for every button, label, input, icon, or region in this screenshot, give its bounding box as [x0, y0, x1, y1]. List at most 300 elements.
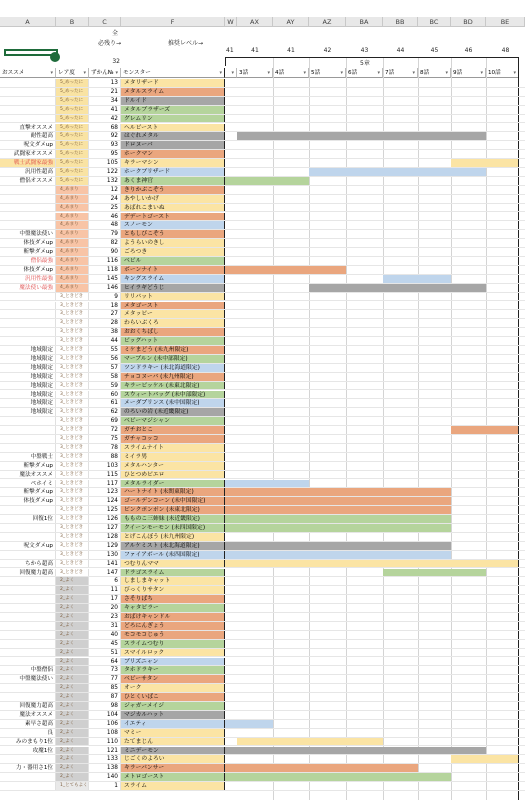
dex-number-cell[interactable]: 147: [89, 569, 121, 577]
filter-dropdown-icon[interactable]: ▾: [83, 70, 86, 76]
rarity-cell[interactable]: 5_めったに: [56, 115, 89, 123]
rarity-cell[interactable]: 4_あまり: [56, 284, 89, 292]
recommend-cell[interactable]: 斬撃ダメup: [0, 488, 56, 496]
dex-number-cell[interactable]: 68: [89, 124, 121, 132]
recommend-cell[interactable]: 魔法オススメ: [0, 711, 56, 719]
recommend-cell[interactable]: [0, 640, 56, 648]
recommend-cell[interactable]: [0, 649, 56, 657]
dex-number-cell[interactable]: 79: [89, 230, 121, 238]
recommend-cell[interactable]: [0, 533, 56, 541]
rarity-cell[interactable]: 3_ときどき: [56, 560, 89, 568]
dex-number-cell[interactable]: 141: [89, 560, 121, 568]
dex-number-cell[interactable]: 123: [89, 488, 121, 496]
monster-name-cell[interactable]: びっくりサタン: [121, 586, 225, 594]
table-row[interactable]: [0, 666, 525, 675]
rarity-cell[interactable]: 5_めったに: [56, 168, 89, 176]
column-header-B[interactable]: B: [56, 17, 89, 27]
monster-name-cell[interactable]: クイーンモーモン (未四国限定): [121, 524, 225, 532]
monster-name-cell[interactable]: メタルスライム: [121, 88, 225, 96]
rarity-cell[interactable]: 4_あまり: [56, 213, 89, 221]
filter-dropdown-icon[interactable]: ▾: [267, 70, 270, 76]
monster-name-cell[interactable]: じごくのよろい: [121, 755, 225, 763]
monster-name-cell[interactable]: スウィートバッグ (未中部限定): [121, 391, 225, 399]
table-row[interactable]: [0, 444, 525, 453]
rarity-cell[interactable]: 3_ときどき: [56, 355, 89, 363]
recommend-cell[interactable]: ちから超高: [0, 560, 56, 568]
appearance-bar[interactable]: [451, 755, 518, 763]
table-row[interactable]: [0, 115, 525, 124]
monster-name-cell[interactable]: あばれこまいぬ: [121, 204, 225, 212]
monster-name-cell[interactable]: ガチャコッコ: [121, 435, 225, 443]
monster-name-cell[interactable]: メトロゴースト: [121, 773, 225, 781]
recommend-cell[interactable]: [0, 658, 56, 666]
appearance-bar[interactable]: [451, 159, 518, 167]
appearance-bar[interactable]: [225, 773, 451, 781]
rarity-cell[interactable]: 2_よく: [56, 586, 89, 594]
recommend-cell[interactable]: ペホイミ: [0, 480, 56, 488]
dex-number-cell[interactable]: 145: [89, 275, 121, 283]
rarity-cell[interactable]: 2_よく: [56, 577, 89, 585]
table-row[interactable]: [0, 577, 525, 586]
monster-name-cell[interactable]: オーク: [121, 684, 225, 692]
monster-name-cell[interactable]: メタッピー: [121, 310, 225, 318]
monster-name-cell[interactable]: ハートナイト (未関東限定): [121, 488, 225, 496]
recommend-cell[interactable]: [0, 631, 56, 639]
filter-dropdown-icon[interactable]: ▾: [340, 70, 343, 76]
recommend-cell[interactable]: 耐性超高: [0, 132, 56, 140]
dex-number-cell[interactable]: 104: [89, 711, 121, 719]
dex-number-cell[interactable]: 127: [89, 524, 121, 532]
dex-number-cell[interactable]: 88: [89, 453, 121, 461]
dex-number-cell[interactable]: 17: [89, 595, 121, 603]
monster-name-cell[interactable]: メーダプリンス (未中国限定): [121, 399, 225, 407]
monster-name-cell[interactable]: メタリザード: [121, 79, 225, 87]
monster-name-cell[interactable]: つむりんママ: [121, 560, 225, 568]
rarity-cell[interactable]: 4_あまり: [56, 221, 89, 229]
rarity-cell[interactable]: 3_ときどき: [56, 497, 89, 505]
dex-number-cell[interactable]: 122: [89, 168, 121, 176]
recommend-cell[interactable]: 呪文ダメup: [0, 542, 56, 550]
recommend-cell[interactable]: [0, 115, 56, 123]
recommend-cell[interactable]: 地域限定: [0, 391, 56, 399]
rarity-cell[interactable]: 5_めったに: [56, 141, 89, 149]
table-row[interactable]: [0, 497, 525, 506]
rarity-cell[interactable]: 3_ときどき: [56, 480, 89, 488]
monster-name-cell[interactable]: ベビーマジシャン: [121, 417, 225, 425]
table-row[interactable]: [0, 560, 525, 569]
monster-name-cell[interactable]: ドルイド: [121, 97, 225, 105]
dex-number-cell[interactable]: 110: [89, 738, 121, 746]
appearance-bar[interactable]: [225, 560, 518, 568]
monster-name-cell[interactable]: キラービッケル (未東北限定): [121, 382, 225, 390]
recommend-cell[interactable]: 良: [0, 729, 56, 737]
table-row[interactable]: [0, 106, 525, 115]
rarity-cell[interactable]: 5_めったに: [56, 177, 89, 185]
appearance-bar[interactable]: [237, 132, 486, 140]
rarity-cell[interactable]: 4_あまり: [56, 195, 89, 203]
recommend-cell[interactable]: [0, 435, 56, 443]
dex-number-cell[interactable]: 45: [89, 640, 121, 648]
table-row[interactable]: [0, 97, 525, 106]
rarity-cell[interactable]: 2_よく: [56, 604, 89, 612]
recommend-cell[interactable]: [0, 613, 56, 621]
monster-name-cell[interactable]: メタルハンター: [121, 462, 225, 470]
rarity-cell[interactable]: 3_ときどき: [56, 337, 89, 345]
recommend-cell[interactable]: 中盤魔法使い: [0, 675, 56, 683]
monster-name-cell[interactable]: おばけキャンドル: [121, 613, 225, 621]
appearance-bar[interactable]: [225, 515, 451, 523]
appearance-bar[interactable]: [225, 551, 451, 559]
filter-dropdown-icon[interactable]: ▾: [115, 70, 118, 76]
recommend-cell[interactable]: [0, 773, 56, 781]
dex-number-cell[interactable]: 117: [89, 480, 121, 488]
rarity-cell[interactable]: 3_ときどき: [56, 302, 89, 310]
filter-dropdown-icon[interactable]: ▾: [445, 70, 448, 76]
column-header-AX[interactable]: AX: [237, 17, 273, 27]
rarity-cell[interactable]: 3_ときどき: [56, 328, 89, 336]
monster-name-cell[interactable]: スライムナイト: [121, 444, 225, 452]
dex-number-cell[interactable]: 129: [89, 542, 121, 550]
filter-stage-10[interactable]: 10話 ▾: [486, 68, 519, 78]
monster-name-cell[interactable]: もものこ三姉妹 (未近畿限定): [121, 515, 225, 523]
monster-name-cell[interactable]: のろいの岩 (未近畿限定): [121, 408, 225, 416]
column-header-BB[interactable]: BB: [383, 17, 418, 27]
table-row[interactable]: [0, 649, 525, 658]
rarity-cell[interactable]: 3_ときどき: [56, 364, 89, 372]
recommend-cell[interactable]: 地域限定: [0, 355, 56, 363]
dex-number-cell[interactable]: 78: [89, 444, 121, 452]
rarity-cell[interactable]: 3_ときどき: [56, 524, 89, 532]
appearance-bar[interactable]: [225, 764, 418, 772]
table-row[interactable]: [0, 88, 525, 97]
table-row[interactable]: [0, 328, 525, 337]
table-row[interactable]: [0, 195, 525, 204]
rarity-cell[interactable]: 5_めったに: [56, 79, 89, 87]
dex-number-cell[interactable]: 105: [89, 159, 121, 167]
dex-number-cell[interactable]: 126: [89, 515, 121, 523]
table-row[interactable]: [0, 524, 525, 533]
rarity-cell[interactable]: 5_めったに: [56, 97, 89, 105]
rarity-cell[interactable]: 5_めったに: [56, 124, 89, 132]
recommend-cell[interactable]: [0, 577, 56, 585]
recommend-cell[interactable]: 汎用性最強: [0, 275, 56, 283]
table-row[interactable]: [0, 675, 525, 684]
filter-dropdown-icon[interactable]: ▾: [50, 70, 53, 76]
recommend-cell[interactable]: 汎用性超高: [0, 168, 56, 176]
dex-number-cell[interactable]: 13: [89, 79, 121, 87]
filter-recommend[interactable]: おススメ ▾: [0, 68, 56, 78]
monster-name-cell[interactable]: マジカルハット: [121, 711, 225, 719]
dex-number-cell[interactable]: 106: [89, 720, 121, 728]
dex-number-cell[interactable]: 116: [89, 257, 121, 265]
rarity-cell[interactable]: 3_ときどき: [56, 462, 89, 470]
dex-number-cell[interactable]: 125: [89, 506, 121, 514]
dex-number-cell[interactable]: 12: [89, 186, 121, 194]
rarity-cell[interactable]: 2_よく: [56, 640, 89, 648]
appearance-bar[interactable]: [225, 747, 486, 755]
dex-number-cell[interactable]: 46: [89, 213, 121, 221]
recommend-cell[interactable]: 回復魔力超高: [0, 702, 56, 710]
dex-number-cell[interactable]: 90: [89, 248, 121, 256]
dex-number-cell[interactable]: 48: [89, 221, 121, 229]
table-row[interactable]: [0, 132, 525, 141]
recommend-cell[interactable]: [0, 328, 56, 336]
rarity-cell[interactable]: 3_ときどき: [56, 569, 89, 577]
recommend-cell[interactable]: 中盤戦士: [0, 453, 56, 461]
monster-name-cell[interactable]: ミケまどう (未九州限定): [121, 346, 225, 354]
monster-name-cell[interactable]: ともしびこぞう: [121, 230, 225, 238]
filter-dropdown-icon[interactable]: ▾: [219, 70, 222, 76]
dex-number-cell[interactable]: 18: [89, 302, 121, 310]
recommend-cell[interactable]: [0, 551, 56, 559]
table-row[interactable]: [0, 480, 525, 489]
dex-number-cell[interactable]: 85: [89, 684, 121, 692]
filter-rarity[interactable]: レア度 ▾: [56, 68, 89, 78]
rarity-cell[interactable]: 2_よく: [56, 631, 89, 639]
monster-name-cell[interactable]: ガチおとこ: [121, 426, 225, 434]
appearance-bar[interactable]: [237, 738, 383, 746]
table-row[interactable]: [0, 150, 525, 159]
dex-number-cell[interactable]: 103: [89, 462, 121, 470]
table-row[interactable]: [0, 346, 525, 355]
rarity-cell[interactable]: 4_あまり: [56, 275, 89, 283]
dex-number-cell[interactable]: 95: [89, 150, 121, 158]
table-row[interactable]: [0, 186, 525, 195]
appearance-bar[interactable]: [225, 497, 451, 505]
table-row[interactable]: [0, 747, 525, 756]
monster-name-cell[interactable]: あやしいかげ: [121, 195, 225, 203]
appearance-bar[interactable]: [225, 506, 451, 514]
table-row[interactable]: [0, 337, 525, 346]
table-row[interactable]: [0, 711, 525, 720]
table-row[interactable]: [0, 364, 525, 373]
column-header-F[interactable]: F: [121, 17, 225, 27]
monster-name-cell[interactable]: ジャガーメイジ: [121, 702, 225, 710]
dex-number-cell[interactable]: 77: [89, 675, 121, 683]
rarity-cell[interactable]: 4_あまり: [56, 266, 89, 274]
recommend-cell[interactable]: 回復1位: [0, 515, 56, 523]
table-row[interactable]: [0, 248, 525, 257]
table-row[interactable]: [0, 221, 525, 230]
dex-number-cell[interactable]: 87: [89, 693, 121, 701]
recommend-cell[interactable]: 直撃オススメ: [0, 124, 56, 132]
table-row[interactable]: [0, 604, 525, 613]
monster-name-cell[interactable]: スマイルロック: [121, 649, 225, 657]
table-row[interactable]: [0, 426, 525, 435]
table-row[interactable]: [0, 640, 525, 649]
table-row[interactable]: [0, 533, 525, 542]
rarity-cell[interactable]: 2_よく: [56, 693, 89, 701]
dex-number-cell[interactable]: 121: [89, 747, 121, 755]
recommend-cell[interactable]: [0, 506, 56, 514]
column-header-BD[interactable]: BD: [451, 17, 486, 27]
recommend-cell[interactable]: [0, 302, 56, 310]
table-row[interactable]: [0, 168, 525, 177]
table-row[interactable]: [0, 79, 525, 88]
dex-number-cell[interactable]: 98: [89, 702, 121, 710]
recommend-cell[interactable]: 地域限定: [0, 346, 56, 354]
table-row[interactable]: [0, 755, 525, 764]
rarity-cell[interactable]: 3_ときどき: [56, 373, 89, 381]
monster-name-cell[interactable]: ヒイラギどうじ: [121, 284, 225, 292]
column-header-W[interactable]: W: [225, 17, 237, 27]
recommend-cell[interactable]: [0, 782, 56, 790]
column-header-BE[interactable]: BE: [486, 17, 525, 27]
table-row[interactable]: [0, 738, 525, 747]
rarity-cell[interactable]: 2_よく: [56, 720, 89, 728]
monster-name-cell[interactable]: キングスライム: [121, 275, 225, 283]
table-row[interactable]: [0, 435, 525, 444]
table-row[interactable]: [0, 239, 525, 248]
filter-dropdown-icon[interactable]: ▾: [377, 70, 380, 76]
recommend-cell[interactable]: 地域限定: [0, 399, 56, 407]
recommend-cell[interactable]: 戦士武闘家最強: [0, 159, 56, 167]
recommend-cell[interactable]: 体技ダメup: [0, 266, 56, 274]
rarity-cell[interactable]: 3_ときどき: [56, 319, 89, 327]
monster-name-cell[interactable]: ゴールデンコーン (未中国限定): [121, 497, 225, 505]
recommend-cell[interactable]: [0, 97, 56, 105]
recommend-cell[interactable]: [0, 310, 56, 318]
dex-number-cell[interactable]: 11: [89, 586, 121, 594]
monster-name-cell[interactable]: ホークブリザード: [121, 168, 225, 176]
filter-stage-6[interactable]: 6話 ▾: [346, 68, 383, 78]
appearance-bar[interactable]: [309, 284, 486, 292]
rarity-cell[interactable]: 2_よく: [56, 755, 89, 763]
monster-name-cell[interactable]: ベビル: [121, 257, 225, 265]
rarity-cell[interactable]: 3_ときどき: [56, 551, 89, 559]
filter-stage-4[interactable]: 4話 ▾: [273, 68, 309, 78]
table-row[interactable]: [0, 595, 525, 604]
rarity-cell[interactable]: 2_よく: [56, 729, 89, 737]
recommend-cell[interactable]: [0, 204, 56, 212]
recommend-cell[interactable]: [0, 106, 56, 114]
table-row[interactable]: [0, 355, 525, 364]
monster-name-cell[interactable]: デデートゴースト: [121, 213, 225, 221]
recommend-cell[interactable]: 地域限定: [0, 373, 56, 381]
dex-number-cell[interactable]: 93: [89, 141, 121, 149]
monster-name-cell[interactable]: マーブルン (未中部限定): [121, 355, 225, 363]
monster-name-cell[interactable]: どろにんぎょう: [121, 622, 225, 630]
rarity-cell[interactable]: 4_あまり: [56, 239, 89, 247]
recommend-cell[interactable]: [0, 337, 56, 345]
recommend-cell[interactable]: 力・器用さ1位: [0, 764, 56, 772]
dex-number-cell[interactable]: 59: [89, 382, 121, 390]
dex-number-cell[interactable]: 133: [89, 755, 121, 763]
appearance-bar[interactable]: [225, 266, 346, 274]
column-header-BC[interactable]: BC: [418, 17, 451, 27]
monster-name-cell[interactable]: メタゴースト: [121, 302, 225, 310]
table-row[interactable]: [0, 177, 525, 186]
dex-number-cell[interactable]: 58: [89, 373, 121, 381]
dex-number-cell[interactable]: 41: [89, 106, 121, 114]
monster-name-cell[interactable]: アルケミスト (未北海道限定): [121, 542, 225, 550]
recommend-cell[interactable]: [0, 595, 56, 603]
recommend-cell[interactable]: [0, 195, 56, 203]
dex-number-cell[interactable]: 1: [89, 782, 121, 790]
dex-number-cell[interactable]: 56: [89, 355, 121, 363]
appearance-bar[interactable]: [225, 542, 451, 550]
table-row[interactable]: [0, 720, 525, 729]
dex-number-cell[interactable]: 138: [89, 764, 121, 772]
table-row[interactable]: [0, 764, 525, 773]
monster-name-cell[interactable]: ビッグハット: [121, 337, 225, 345]
table-row[interactable]: [0, 488, 525, 497]
table-row[interactable]: [0, 506, 525, 515]
recommend-cell[interactable]: [0, 604, 56, 612]
dex-number-cell[interactable]: 130: [89, 551, 121, 559]
dex-number-cell[interactable]: 118: [89, 266, 121, 274]
monster-name-cell[interactable]: ベビーサタン: [121, 675, 225, 683]
rarity-cell[interactable]: 2_よく: [56, 658, 89, 666]
monster-name-cell[interactable]: さそりばち: [121, 595, 225, 603]
filter-dex-no[interactable]: ずかん№ ▾: [89, 68, 121, 78]
recommend-cell[interactable]: [0, 693, 56, 701]
rarity-cell[interactable]: 3_ときどき: [56, 533, 89, 541]
filter-stage-3[interactable]: 3話 ▾: [237, 68, 273, 78]
column-header-AZ[interactable]: AZ: [309, 17, 346, 27]
recommend-cell[interactable]: 僧侶最強: [0, 257, 56, 265]
recommend-cell[interactable]: [0, 293, 56, 301]
filter-dropdown-icon[interactable]: ▾: [303, 70, 306, 76]
table-row[interactable]: [0, 729, 525, 738]
table-row[interactable]: [0, 257, 525, 266]
table-row[interactable]: [0, 471, 525, 480]
rarity-cell[interactable]: 3_ときどき: [56, 391, 89, 399]
column-header-A[interactable]: A: [0, 17, 56, 27]
recommend-cell[interactable]: [0, 186, 56, 194]
dex-number-cell[interactable]: 92: [89, 132, 121, 140]
rarity-cell[interactable]: 3_ときどき: [56, 471, 89, 479]
monster-name-cell[interactable]: ごろつき: [121, 248, 225, 256]
monster-name-cell[interactable]: キラーマシン: [121, 159, 225, 167]
table-row[interactable]: [0, 159, 525, 168]
recommend-cell[interactable]: 地域限定: [0, 364, 56, 372]
rarity-cell[interactable]: 2_よく: [56, 666, 89, 674]
monster-name-cell[interactable]: キラーパンサー: [121, 764, 225, 772]
table-row[interactable]: [0, 622, 525, 631]
dex-number-cell[interactable]: 6: [89, 577, 121, 585]
recommend-cell[interactable]: 地域限定: [0, 408, 56, 416]
rarity-cell[interactable]: 3_ときどき: [56, 399, 89, 407]
rarity-cell[interactable]: 2_よく: [56, 747, 89, 755]
dex-number-cell[interactable]: 55: [89, 346, 121, 354]
dex-number-cell[interactable]: 146: [89, 284, 121, 292]
filter-stage-8[interactable]: 8話 ▾: [418, 68, 451, 78]
rarity-cell[interactable]: 5_めったに: [56, 88, 89, 96]
monster-name-cell[interactable]: チョコヌーバ (未九州限定): [121, 373, 225, 381]
rarity-cell[interactable]: 2_よく: [56, 773, 89, 781]
rarity-cell[interactable]: 3_ときどき: [56, 310, 89, 318]
table-row[interactable]: [0, 417, 525, 426]
recommend-cell[interactable]: [0, 79, 56, 87]
rarity-cell[interactable]: 3_ときどき: [56, 488, 89, 496]
monster-name-cell[interactable]: マミー: [121, 729, 225, 737]
recommend-cell[interactable]: [0, 755, 56, 763]
rarity-cell[interactable]: 3_ときどき: [56, 426, 89, 434]
recommend-cell[interactable]: 攻魔1位: [0, 747, 56, 755]
table-row[interactable]: [0, 141, 525, 150]
dex-number-cell[interactable]: 124: [89, 497, 121, 505]
table-row[interactable]: [0, 453, 525, 462]
table-row[interactable]: [0, 284, 525, 293]
dex-number-cell[interactable]: 82: [89, 239, 121, 247]
appearance-bar[interactable]: [225, 480, 309, 488]
recommend-cell[interactable]: 斬撃ダメup: [0, 248, 56, 256]
dex-number-cell[interactable]: 42: [89, 115, 121, 123]
table-row[interactable]: [0, 382, 525, 391]
monster-name-cell[interactable]: ホークマン: [121, 150, 225, 158]
recommend-cell[interactable]: 呪文ダメup: [0, 141, 56, 149]
